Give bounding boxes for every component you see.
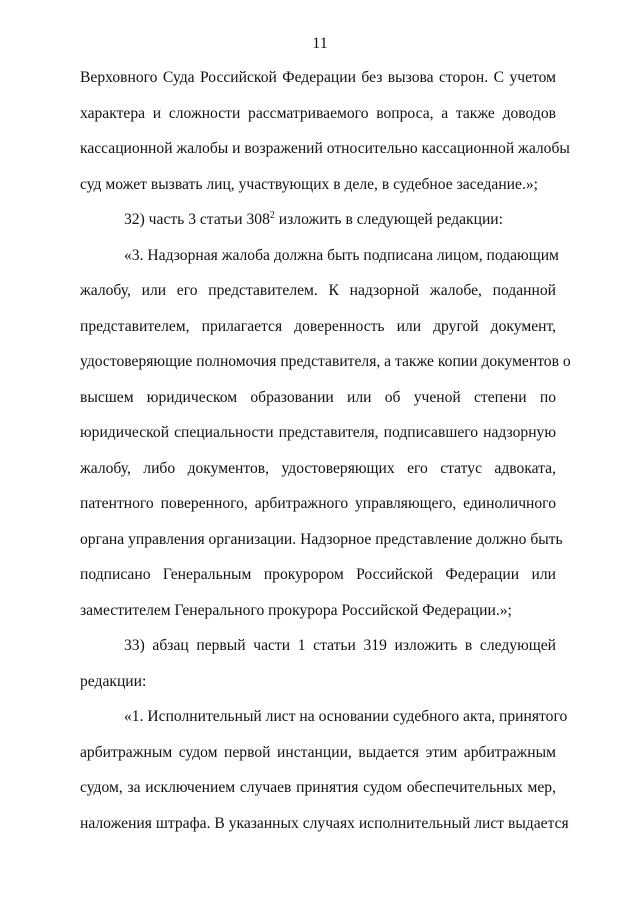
text-line: заместителем Генерального прокурора Российской Федерации.»; [80,601,512,619]
text-line: наложения штрафа. В указанных случаях исполнительный лист выдается [80,814,569,832]
text-line: судом, за исключением случаев принятия судом обеспечительных мер, [80,779,556,796]
document-body [80,60,571,841]
page-number: 11 [312,35,328,52]
text-line: подписано Генеральным прокурором Российской Федерации или [80,566,556,583]
text-line: жалобу, либо документов, удостоверяющих его статус адвоката, [80,459,556,477]
text-line: патентного поверенного, арбитражного управляющего, единоличного [80,495,556,512]
item-32-text-after: изложить в следующей редакции: [274,211,503,228]
text-line: органа управления организации. Надзорное представление должно быть [80,530,563,548]
item-32-text-before: 32) часть 3 статьи 308 [124,211,270,228]
text-line: суд может вызвать лиц, участвующих в деле, в судебное заседание.»; [80,175,538,193]
text-line: высшем юридическом образовании или об ученой степени по [80,388,556,406]
item-32-heading [80,202,556,238]
article-superscript: 2 [269,209,275,221]
text-line: Верховного Суда Российской Федерации без вызова сторон. С учетом [80,69,556,86]
text-line: редакции: [80,672,147,690]
text-line: «3. Надзорная жалоба должна быть подписана лицом, подающим [124,246,559,264]
text-line: представителем, прилагается доверенность или другой документ, [80,317,556,335]
text-line: юридической специальности представителя, подписавшего надзорную [80,424,556,441]
text-line: удостоверяющие полномочия представителя, а также копии документов о [80,353,571,370]
text-line: характера и сложности рассматриваемого вопроса, а также доводов [80,104,556,122]
text-line: кассационной жалобы и возражений относительно кассационной жалобы [80,140,570,157]
text-line: «1. Исполнительный лист на основании судебного акта, принятого [124,708,568,725]
text-line: жалобу, или его представителем. К надзорной жалобе, поданной [80,282,556,299]
text-line: арбитражным судом первой инстанции, выдается этим арбитражным [80,743,556,761]
text-line: 33) абзац первый части 1 статьи 319 изложить в следующей [124,637,556,654]
